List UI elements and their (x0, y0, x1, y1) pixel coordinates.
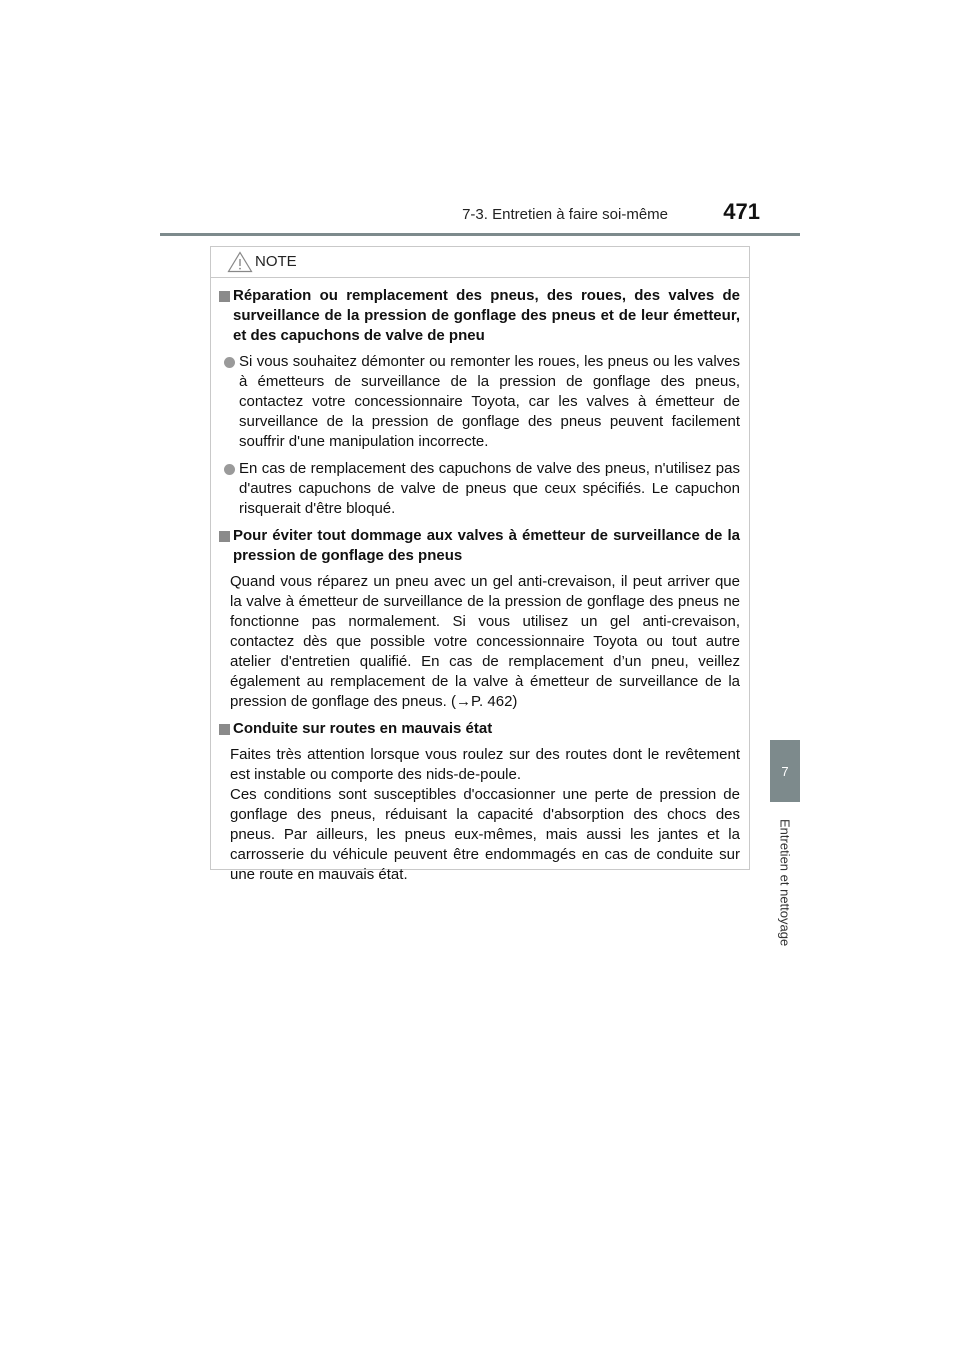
note-box (210, 246, 750, 883)
note-item (219, 526, 740, 566)
chapter-number: 7 (781, 763, 789, 779)
page-header (160, 196, 800, 236)
chapter-side-label (770, 808, 800, 958)
square-bullet-icon (219, 291, 230, 302)
item-paragraph (230, 745, 740, 885)
paragraph-text: Ces conditions sont susceptibles d'occasionner une perte de pression de gonflage des pneus, réduisant la capacité d'absorption des chocs des pneus. Par ailleurs, les pneus eux-mêmes, mais aussi les jantes et la carrosserie du véhicule peuvent être endommagés en cas de conduite sur une route en mauvais état. (230, 786, 740, 883)
bullet-item (224, 352, 740, 452)
header-rule (160, 233, 800, 236)
circle-bullet-icon (224, 464, 235, 475)
bullet-text: En cas de remplacement des capuchons de valve des pneus, n'utilisez pas d'autres capuchons de valve de pneus que ceux spécifiés. Le capuchon risquerait d'être bloqué. (239, 460, 740, 517)
page-number: 471 (723, 199, 760, 224)
chapter-title: Entretien et nettoyage (777, 819, 793, 947)
chapter-tab (770, 740, 800, 802)
note-item (219, 719, 740, 739)
note-title: NOTE (255, 253, 297, 270)
circle-bullet-icon (224, 357, 235, 368)
section-title: 7-3. Entretien à faire soi-même (462, 206, 668, 223)
item-title: Conduite sur routes en mauvais état (233, 720, 493, 737)
note-body (211, 278, 749, 885)
item-paragraph (230, 572, 740, 712)
paragraph-text: Quand vous réparez un pneu avec un gel anti-crevaison, il peut arriver que la valve à émetteur de surveillance de la pression de gonflage des pneus ne fonctionne pas normalement. Si vous utilisez un gel anti-crevaison, contactez dès que possible votre concessionnaire Toyota ou tout autre atelier d'entretien qualifié. En cas de remplacement d’un pneu, veillez également au remplacement de la valve à émetteur de surveillance de la pression de gonflage des pneus. (→P. 462) (230, 573, 740, 710)
square-bullet-icon (219, 531, 230, 542)
paragraph-text: Faites très attention lorsque vous roulez sur des routes dont le revêtement est instable ou comporte des nids-de-poule. (230, 746, 740, 783)
warning-triangle-icon (227, 251, 253, 273)
item-title: Réparation ou remplacement des pneus, des roues, des valves de surveillance de la pression de gonflage des pneus et de leur émetteur, et des capuchons de valve de pneu (233, 287, 740, 344)
square-bullet-icon (219, 724, 230, 735)
bullet-item (224, 459, 740, 519)
note-item (219, 286, 740, 346)
item-title: Pour éviter tout dommage aux valves à émetteur de surveillance de la pression de gonflage des pneus (233, 527, 740, 564)
note-header (211, 247, 749, 278)
bullet-text: Si vous souhaitez démonter ou remonter les roues, les pneus ou les valves à émetteurs de surveillance de la pression de gonflage des pneus, contactez votre concessionnaire Toyota, car les valves à émetteur de surveillance de la pression de gonflage des pneus peuvent facilement souffrir d'une manipulation incorrecte. (239, 353, 740, 450)
